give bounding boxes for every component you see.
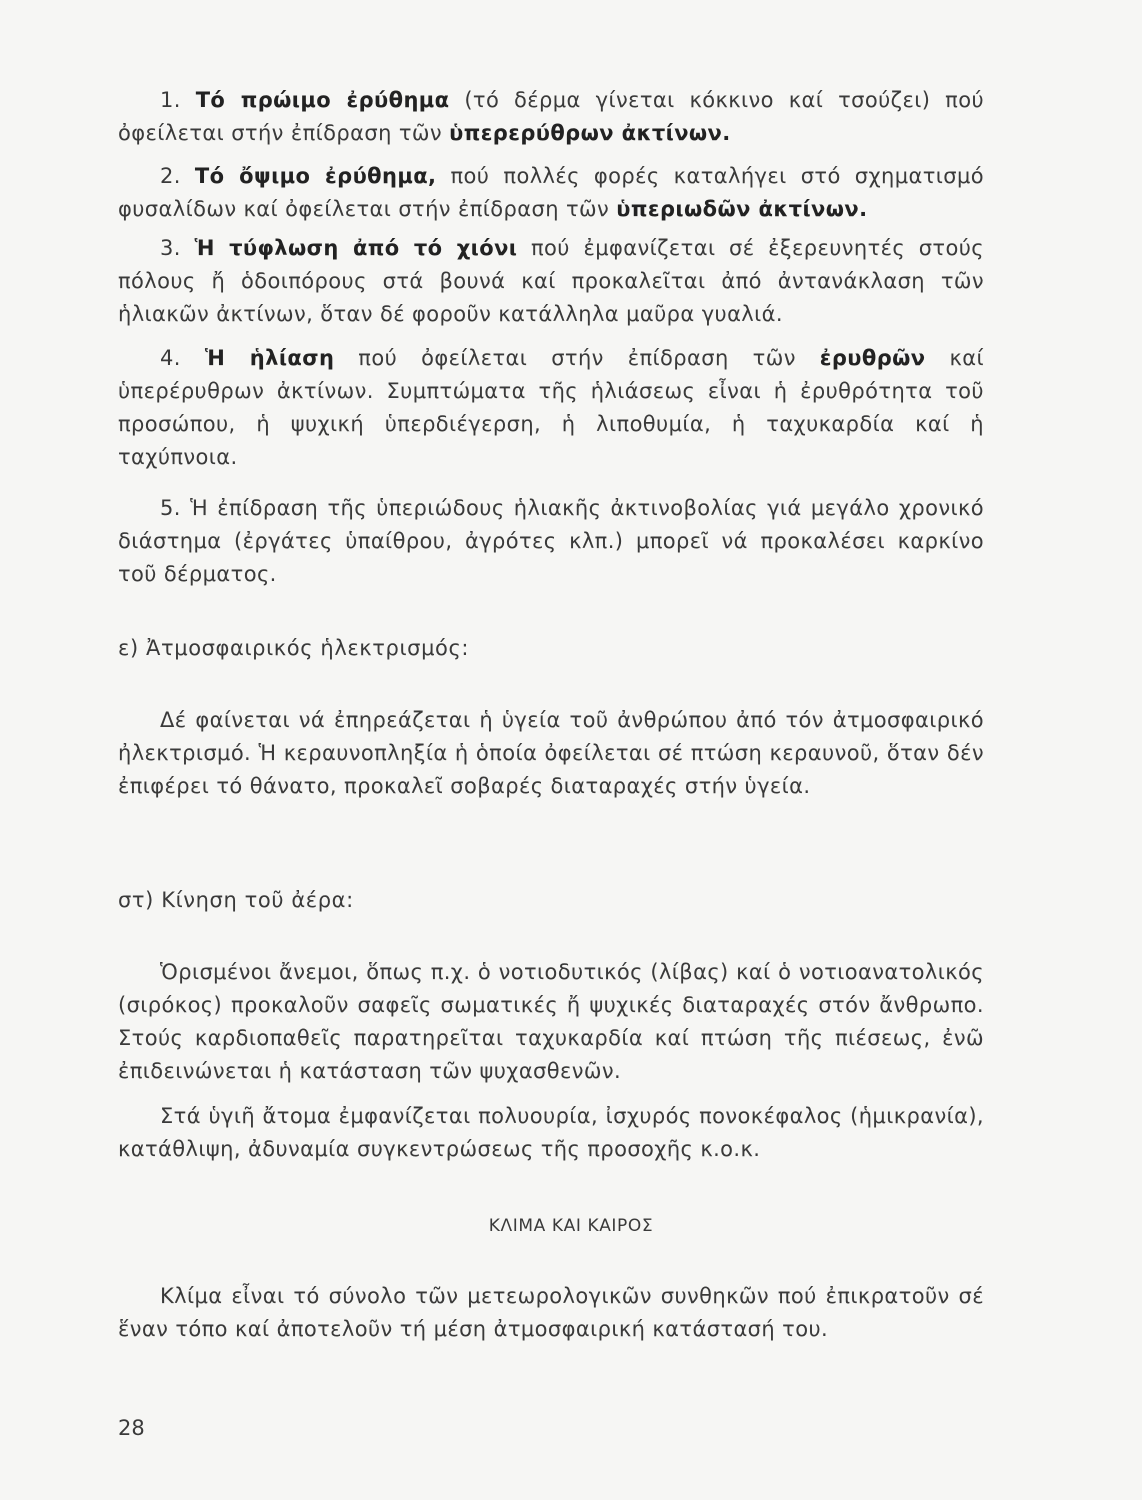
item-text: πού ὀφείλεται στήν ἐπίδραση τῶν (334, 346, 820, 370)
item-number: 3. (160, 236, 181, 260)
item-number: 5. (160, 496, 181, 520)
list-item-4 (118, 342, 984, 474)
paragraph-symptoms: Στά ὑγιῆ ἄτομα ἐμφανίζεται πολυουρία, ἰσχυρός πονοκέφαλος (ἡμικρανία), κατάθλιψη, ἀδυναμία συγκεντρώσεως τῆς προσοχῆς κ.ο.κ. (118, 1104, 984, 1161)
page-number: 28 (118, 1416, 145, 1440)
section-heading-electricity: ε) Ἀτμοσφαιρικός ἡλεκτρισμός: (118, 636, 470, 660)
item-term: Ἡ τύφλωση ἀπό τό χιόνι (194, 236, 518, 260)
paragraph-electricity: Δέ φαίνεται νά ἐπηρεάζεται ἡ ὑγεία τοῦ ἀνθρώπου ἀπό τόν ἀτμοσφαιρικό ἠλεκτρισμό. Ἡ κεραυνοπληξία ἡ ὁποία ὀφείλεται σέ πτώση κεραυνοῦ, ὅταν δέν ἐπιφέρει τό θάνατο, προκαλεῖ σοβαρές διαταραχές στήν ὑγεία. (118, 708, 984, 798)
list-item-3 (118, 232, 984, 331)
item-text-tail: καί ὑπερέρυθρων ἀκτίνων. Συμπτώματα τῆς ἡλιάσεως εἶναι ἡ ἐρυθρότητα τοῦ προσώπου, ἡ ψυχική ὑπερδιέγερση, ἡ λιποθυμία, ἡ ταχυκαρδία καί ἡ ταχύπνοια. (118, 346, 984, 469)
climate-heading: ΚΛΙΜΑ ΚΑΙ ΚΑΙΡΟΣ (488, 1216, 654, 1236)
item-text: (τό δέρμα γίνεται κόκκινο καί τσούζει) πού ὀφείλεται στήν ἐπίδραση τῶν (118, 88, 984, 145)
item-text: πού ἐμφανίζεται σέ ἐξερευνητές στούς πόλους ἤ ὁδοιπόρους στά βουνά καί προκαλεῖται ἀπό ἀντανάκλαση τῶν ἡλιακῶν ἀκτίνων, ὅταν δέ φοροῦν κατάλληλα μαῦρα γυαλιά. (118, 236, 985, 326)
item-number: 1. (160, 88, 181, 112)
list-item-2 (118, 160, 984, 226)
paragraph-winds: Ὁρισμένοι ἄνεμοι, ὅπως π.χ. ὁ νοτιοδυτικός (λίβας) καί ὁ νοτιοανατολικός (σιρόκος) προκαλοῦν σαφεῖς σωματικές ἤ ψυχικές διαταραχές στόν ἄνθρωπο. Στούς καρδιοπαθεῖς παρατηρεῖται ταχυκαρδία καί πτώση τῆς πιέσεως, ἐνῶ ἐπιδεινώνεται ἡ κατάσταση τῶν ψυχασθενῶν. (118, 960, 984, 1083)
item-term: Ἡ ἡλίαση (204, 346, 335, 370)
item-term: Τό ὄψιμο ἐρύθημα, (194, 164, 437, 188)
list-item-5 (118, 492, 984, 591)
item-term-secondary: ὑπερερύθρων ἀκτίνων. (449, 121, 731, 145)
item-text: πού πολλές φορές καταλήγει στό σχηματισμό φυσαλίδων καί ὀφείλεται στήν ἐπίδραση τῶν (118, 164, 984, 221)
section-heading-air-movement: στ) Κίνηση τοῦ ἀέρα: (118, 888, 354, 912)
item-term-secondary: ὑπεριωδῶν ἀκτίνων. (616, 197, 868, 221)
item-text: Ἡ ἐπίδραση τῆς ὑπεριώδους ἡλιακῆς ἀκτινοβολίας γιά μεγάλο χρονικό διάστημα (ἐργάτες ὑπαίθρου, ἀγρότες κλπ.) μπορεῖ νά προκαλέσει καρκίνο τοῦ δέρματος. (118, 496, 984, 586)
item-term-secondary: ἐρυθρῶν (819, 346, 926, 370)
paragraph-climate: Κλίμα εἶναι τό σύνολο τῶν μετεωρολογικῶν συνθηκῶν πού ἐπικρατοῦν σέ ἕναν τόπο καί ἀποτελοῦν τή μέση ἀτμοσφαιρική κατάστασή του. (118, 1284, 984, 1341)
item-term: Τό πρώιμο ἐρύθημα (195, 88, 450, 112)
item-number: 4. (160, 346, 181, 370)
item-number: 2. (160, 164, 181, 188)
list-item-1 (118, 84, 984, 150)
